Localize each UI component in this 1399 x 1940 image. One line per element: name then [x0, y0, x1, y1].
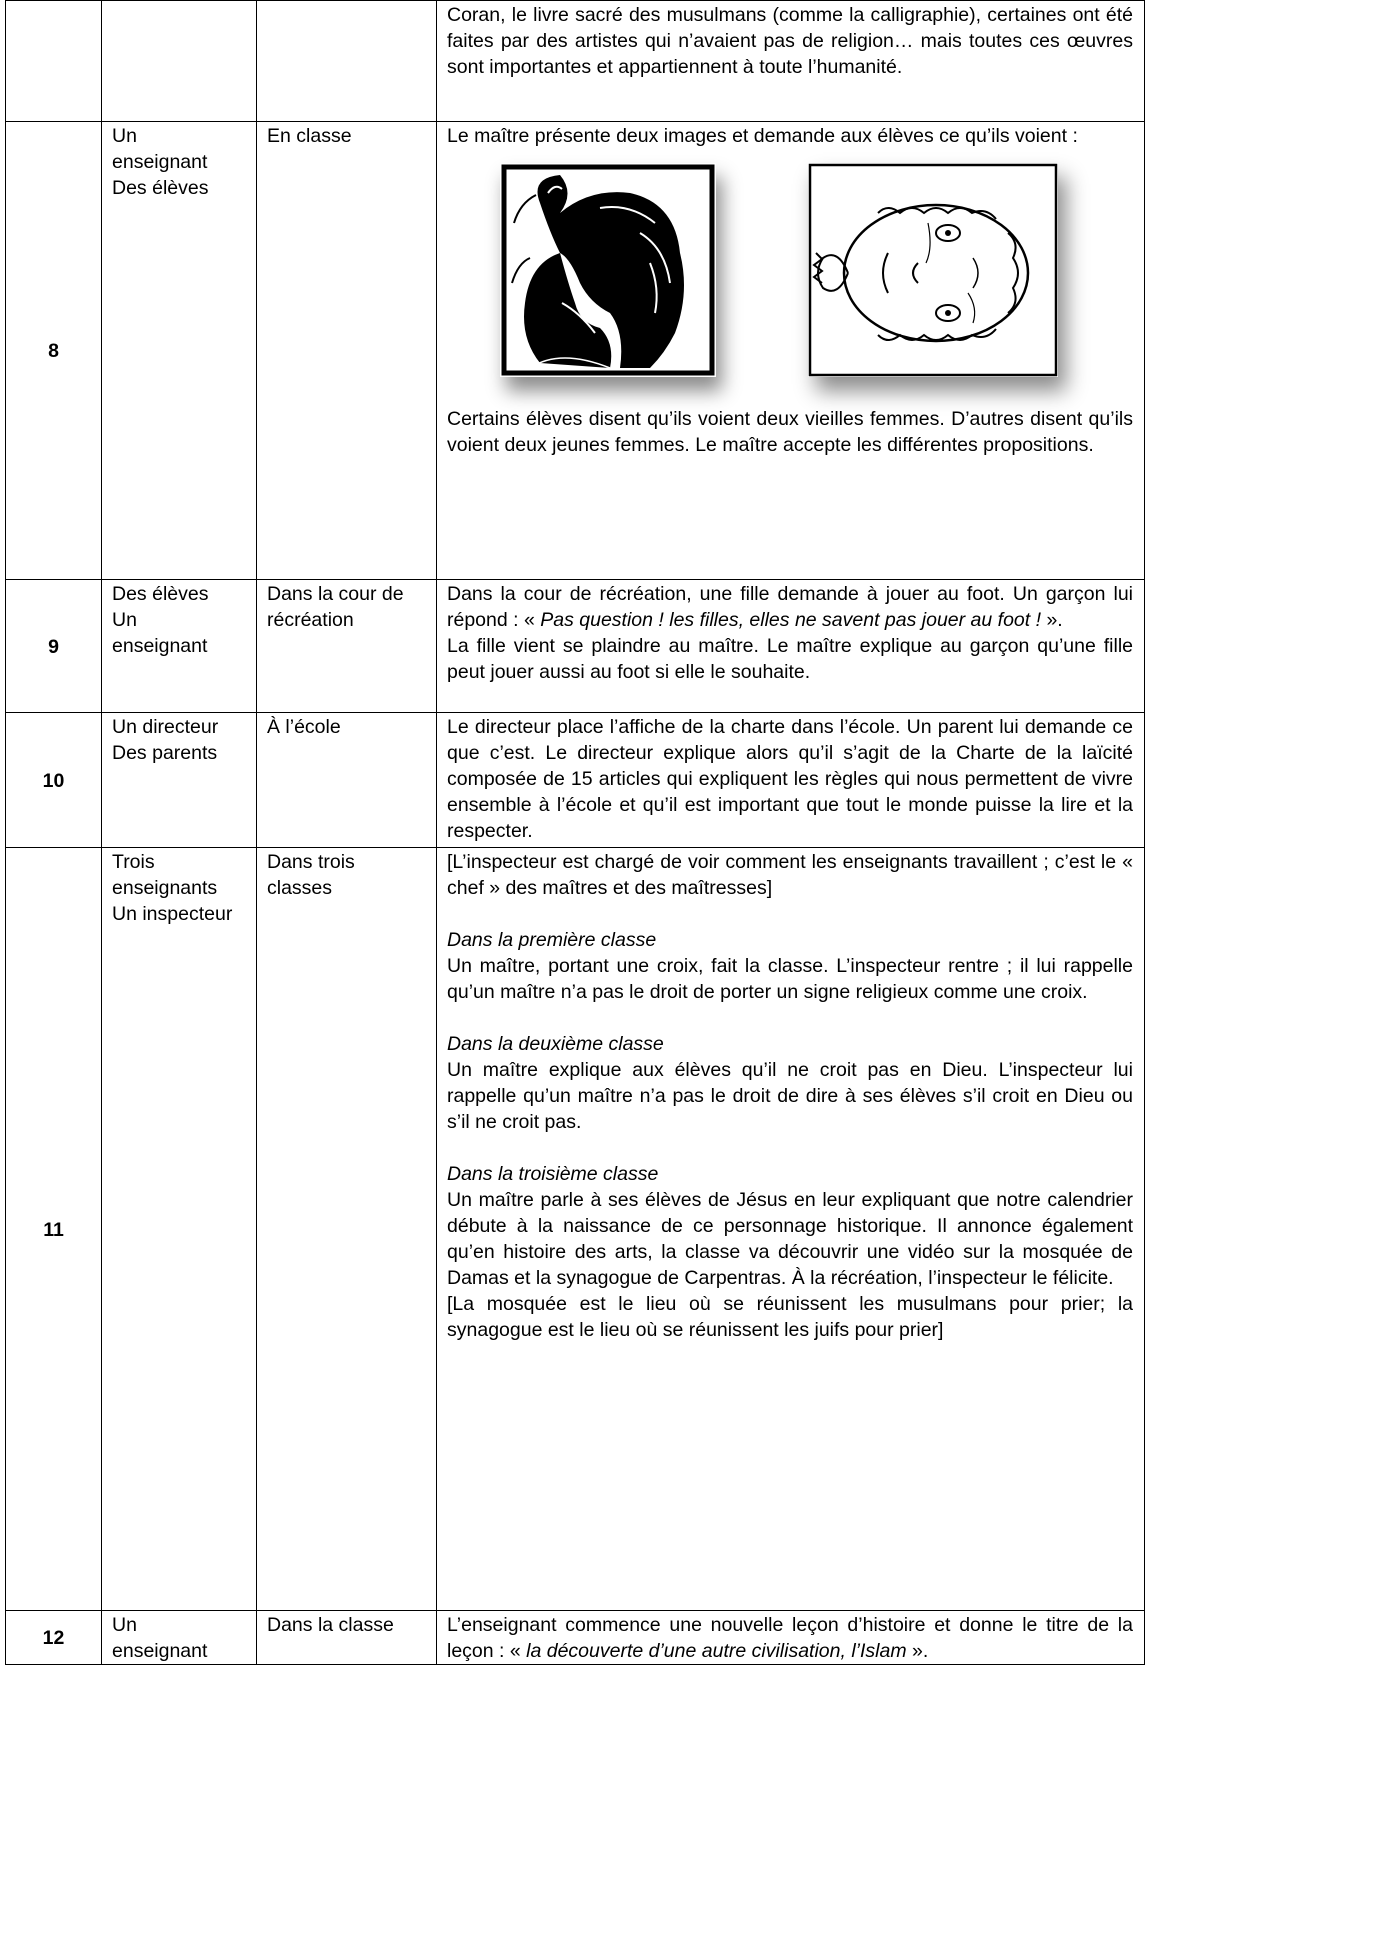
location: classes [267, 877, 333, 899]
participant: Un directeur [112, 716, 219, 738]
participant: enseignants [112, 877, 218, 899]
participant: Des élèves [112, 583, 209, 605]
table-row [6, 1, 1145, 122]
location-cell [257, 713, 437, 848]
definition-note: [La mosquée est le lieu où se réunissent les musulmans pour prier; la synagogue est le lieu où se réunissent les juifs pour prier] [447, 1293, 1133, 1341]
old-young-woman-illusion-image [500, 163, 716, 377]
location: Dans la classe [267, 1614, 394, 1636]
location: À l’école [267, 716, 341, 738]
table-row [6, 848, 1145, 1611]
scenario-table [5, 0, 1145, 1665]
table-row [6, 713, 1145, 848]
participant: Trois [112, 851, 155, 873]
description-cell [437, 580, 1145, 713]
row-number-cell [6, 1, 102, 122]
scene-text: Un maître, portant une croix, fait la classe. L’inspecteur rentre ; il lui rappelle qu’un maître n’a pas le droit de porter un signe religieux comme une croix. [447, 955, 1133, 1003]
participant: Des élèves [112, 177, 209, 199]
participants-cell [102, 580, 257, 713]
inspector-note: [L’inspecteur est chargé de voir comment les enseignants travaillent ; c’est le « chef » des maîtres et des maîtresses] [447, 851, 1133, 899]
description-cell [437, 122, 1145, 580]
description-cell [437, 1611, 1145, 1665]
participants-cell [102, 848, 257, 1611]
upside-down-face-illusion-image [808, 163, 1058, 377]
participant: Un [112, 125, 137, 147]
participant: Un [112, 609, 137, 631]
scene-heading: Dans la deuxième classe [447, 1033, 664, 1055]
location: En classe [267, 125, 352, 147]
description-text: Le directeur place l’affiche de la charte dans l’école. Un parent lui demande ce que c’est. Le directeur explique alors qu’il s’agit de la Charte de la laïcité composée de 15 articles qui expliquent les règles qui nous permettent de vivre ensemble à l’école et qu’il est important que tout le monde puisse la lire et la respecter. [447, 716, 1133, 842]
row-number-cell: 9 [6, 580, 102, 713]
row-number-cell: 8 [6, 122, 102, 580]
row-number-cell: 10 [6, 713, 102, 848]
description-text: Le maître présente deux images et demande aux élèves ce qu’ils voient : [447, 125, 1078, 147]
description-text: La fille vient se plaindre au maître. Le maître explique au garçon qu’une fille peut jouer aussi au foot si elle le souhaite. [447, 635, 1133, 683]
participants-cell [102, 122, 257, 580]
location: récréation [267, 609, 354, 631]
location-cell [257, 580, 437, 713]
participant: enseignant [112, 635, 208, 657]
location-cell [257, 1611, 437, 1665]
description-cell [437, 713, 1145, 848]
participant: Un [112, 1614, 137, 1636]
participants-cell [102, 713, 257, 848]
description-text: L’enseignant commence une nouvelle leçon d’histoire et donne le titre de la leçon : « la découverte d’une autre civilisation, l’Islam ». [447, 1614, 1133, 1662]
description-cell [437, 848, 1145, 1611]
participant: enseignant [112, 1640, 208, 1662]
participants-cell [102, 1611, 257, 1665]
location: Dans trois [267, 851, 355, 873]
location-cell [257, 848, 437, 1611]
participants-cell [102, 1, 257, 122]
table-row [6, 580, 1145, 713]
row-number-cell: 12 [6, 1611, 102, 1665]
row-number-cell: 11 [6, 848, 102, 1611]
description-cell [437, 1, 1145, 122]
scene-heading: Dans la première classe [447, 929, 657, 951]
location-cell [257, 1, 437, 122]
participant: Des parents [112, 742, 218, 764]
participant: Un inspecteur [112, 903, 233, 925]
description-text: Coran, le livre sacré des musulmans (comme la calligraphie), certaines ont été faites par des artistes qui n’avaient pas de religion… mais toutes ces œuvres sont importantes et appartiennent à toute l’humanité. [447, 4, 1133, 78]
location-cell [257, 122, 437, 580]
table-row [6, 1611, 1145, 1665]
illusion-images [447, 151, 1133, 406]
scene-text: Un maître explique aux élèves qu’il ne croit pas en Dieu. L’inspecteur lui rappelle qu’un maître n’a pas le droit de dire à ses élèves s’il croit en Dieu ou s’il ne croit pas. [447, 1059, 1133, 1133]
location: Dans la cour de [267, 583, 404, 605]
participant: enseignant [112, 151, 208, 173]
description-text: Certains élèves disent qu’ils voient deux vieilles femmes. D’autres disent qu’ils voient deux jeunes femmes. Le maître accepte les différentes propositions. [447, 408, 1133, 456]
scene-text: Un maître parle à ses élèves de Jésus en leur expliquant que notre calendrier débute à la naissance de ce personnage historique. Il annonce également qu’en histoire des arts, la classe va découvrir une vidéo sur la mosquée de Damas et la synagogue de Carpentras. À la récréation, l’inspecteur le félicite. [447, 1189, 1133, 1289]
table-row [6, 122, 1145, 580]
description-text: Dans la cour de récréation, une fille demande à jouer au foot. Un garçon lui répond : « Pas question ! les filles, elles ne savent pas jouer au foot ! ». [447, 583, 1133, 631]
scene-heading: Dans la troisième classe [447, 1163, 659, 1185]
